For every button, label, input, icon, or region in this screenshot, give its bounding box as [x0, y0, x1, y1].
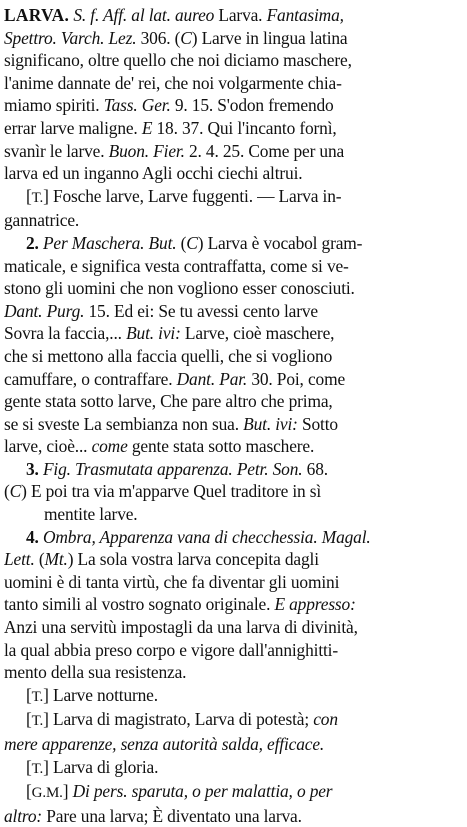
entry-line: significano, oltre quello che noi diciamo maschere,	[4, 50, 352, 71]
entry-line: che si mettono alla faccia quelli, che si vogliono	[4, 345, 333, 366]
entry-line: Anzi una servitù impostagli da una larva di divinità,	[4, 617, 358, 638]
entry-line: 2. Per Maschera. But. (C) Larva è vocabol gram-	[26, 232, 363, 253]
entry-line: [T.] Larva di magistrato, Larva di potestà; con	[26, 709, 338, 730]
entry-line: [T.] Fosche larve, Larve fuggenti. — Larva in-	[26, 185, 342, 206]
entry-line: Lett. (Mt.) La sola vostra larva concepita dagli	[4, 549, 319, 570]
entry-line: camuffare, o contraffare. Dant. Par. 30. Poi, come	[4, 368, 346, 389]
entry-line: altro: Pare una larva; È diventato una larva.	[4, 805, 302, 826]
entry-line: l'anime dannate de' rei, che noi volgarmente chia-	[4, 72, 342, 93]
entry-line: [T.] Larva di gloria.	[26, 756, 159, 777]
entry-line: Spettro. Varch. Lez. 306. (C) Larve in lingua latina	[4, 27, 348, 48]
entry-line: LARVA. S. f. Aff. al lat. aureo Larva. Fantasima,	[4, 5, 344, 25]
entry-line: stono gli uomini che non vogliono esser conosciuti.	[4, 278, 355, 299]
entry-line: errar larve maligne. E 18. 37. Qui l'incanto fornì,	[4, 117, 337, 138]
entry-line: larva ed un inganno Agli occhi ciechi altrui.	[4, 163, 303, 184]
dictionary-entry-larva	[4, 4, 461, 827]
entry-line: mere apparenze, senza autorità salda, efficace.	[4, 734, 325, 754]
entry-line: uomini è di tanta virtù, che fa diventar gli uomini	[4, 571, 340, 592]
entry-line: larve, cioè... come gente stata sotto maschere.	[4, 436, 315, 457]
entry-line: gannatrice.	[4, 210, 80, 231]
entry-line: la qual abbia preso corpo e vigore dall'annighitti-	[4, 639, 339, 660]
entry-line: svanìr le larve. Buon. Fier. 2. 4. 25. Come per una	[4, 140, 345, 161]
entry-line: mentite larve.	[44, 504, 138, 525]
entry-line: se si sveste La sembianza non sua. But. ivi: Sotto	[4, 413, 338, 434]
entry-line: maticale, e significa vesta contraffatta, come si ve-	[4, 255, 349, 276]
entry-line: 3. Fig. Trasmutata apparenza. Petr. Son. 68.	[26, 458, 328, 479]
entry-line: mento della sua resistenza.	[4, 662, 187, 683]
entry-line: 4. Ombra, Apparenza vana di checchessia. Magal.	[26, 526, 371, 547]
entry-line: [T.] Larve notturne.	[26, 684, 158, 705]
entry-line: [G.M.] Di pers. sparuta, o per malattia, o per	[26, 781, 333, 802]
entry-line: tanto simili al vostro sognato originale. E appresso:	[4, 594, 356, 615]
entry-line: Dant. Purg. 15. Ed ei: Se tu avessi cento larve	[4, 300, 318, 321]
entry-line: miamo spiriti. Tass. Ger. 9. 15. S'odon fremendo	[4, 95, 334, 116]
entry-line: gente stata sotto larve, Che pare altro che prima,	[4, 391, 333, 412]
entry-line: Sovra la faccia,... But. ivi: Larve, cioè maschere,	[4, 323, 335, 344]
entry-line: (C) E poi tra via m'apparve Quel traditore in sì	[4, 481, 322, 502]
